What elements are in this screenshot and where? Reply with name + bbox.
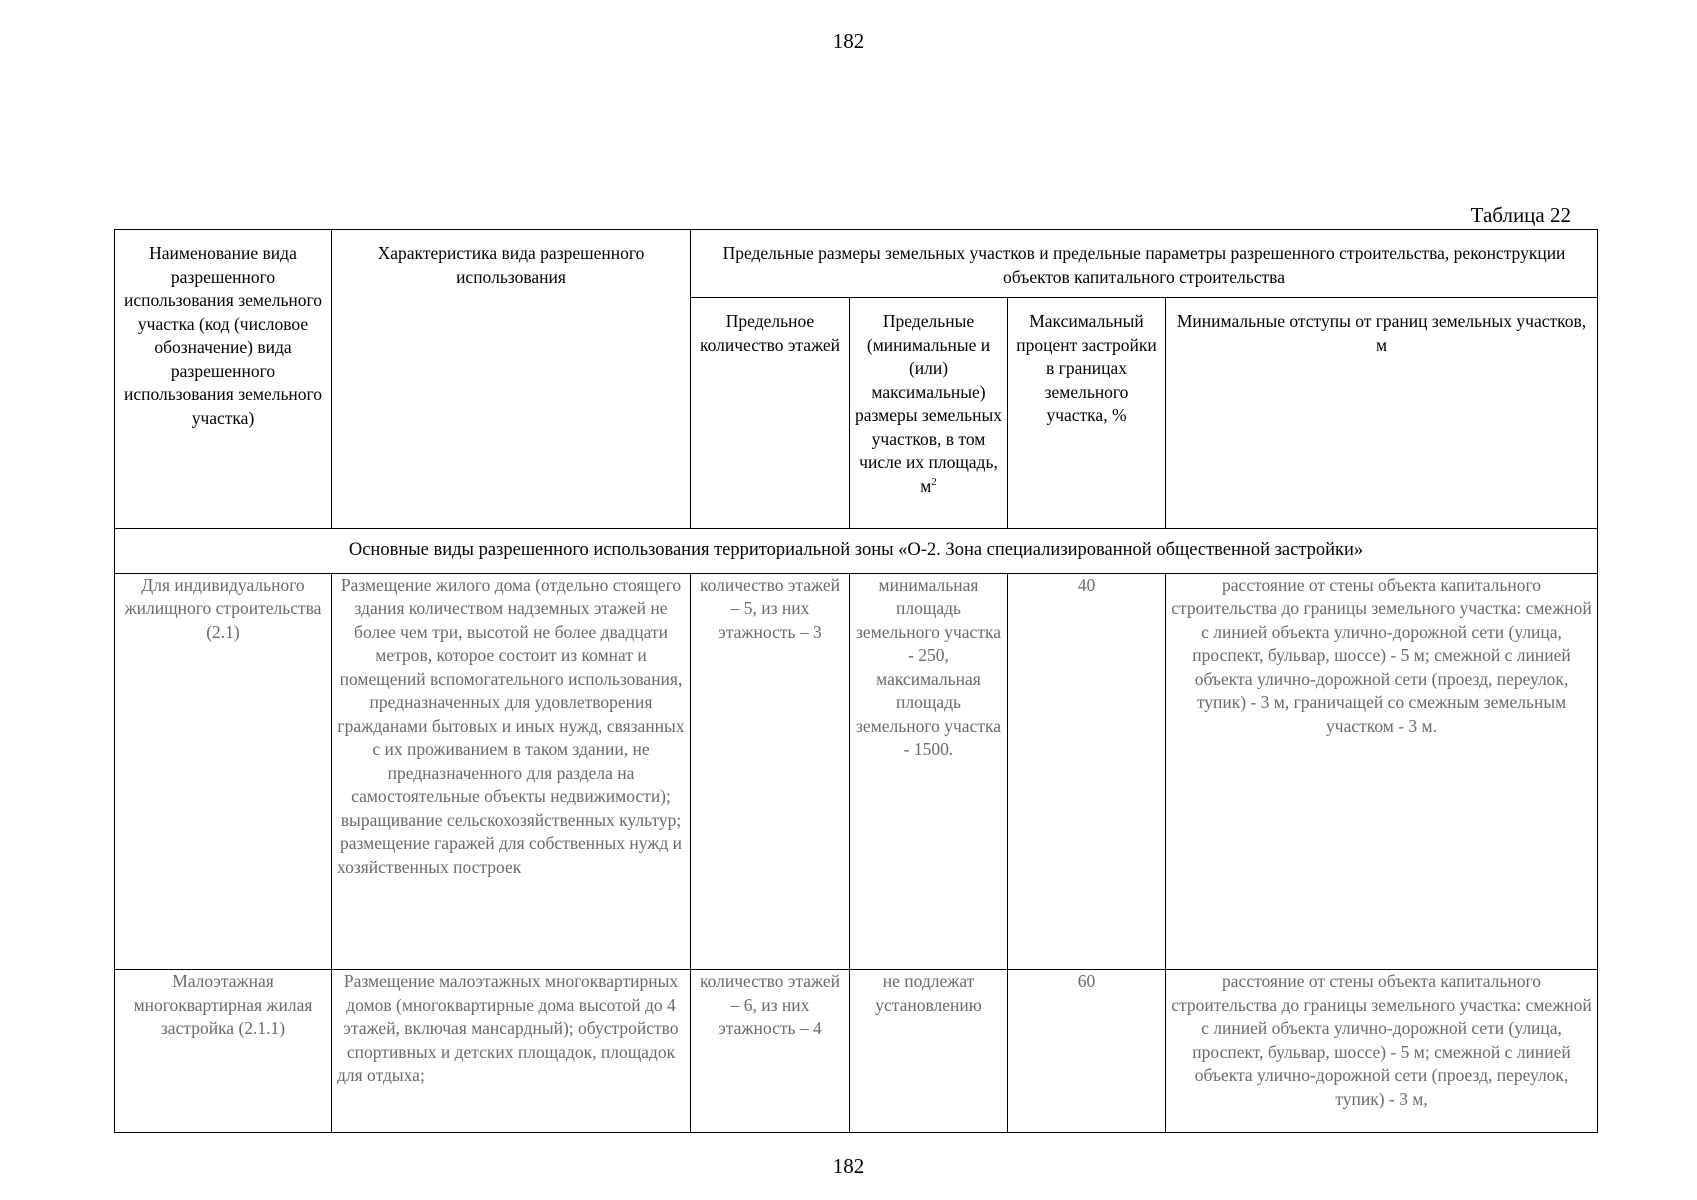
cell-max-floors: количество этажей – 5, из них этажность – 3 [691, 573, 850, 970]
cell-max-coverage: 60 [1008, 970, 1166, 1133]
header-max-floors: Предельное количество этажей [691, 298, 850, 529]
cell-min-setbacks: расстояние от стены объекта капитального строительства до границы земельного участка: смежной с линией объекта улично-дорожной сети (улица, проспект, бульвар, шоссе) - 5 м; смежной с линией объекта улично-дорожной сети (проезд, переулок, тупик) - 3 м, граничащей со смежным земельным участком - 3 м. [1166, 573, 1598, 970]
table-row [115, 573, 1598, 970]
cell-use-name: Малоэтажная многоквартирная жилая застройка (2.1.1) [115, 970, 332, 1133]
cell-use-description: Размещение малоэтажных многоквартирных домов (многоквартирные дома высотой до 4 этажей, включая мансардный); обустройство спортивных и детских площадок, площадок для отдыха; [332, 970, 691, 1133]
cell-plot-size: минимальная площадь земельного участка - 250, максимальная площадь земельного участка - 1500. [850, 573, 1008, 970]
header-max-coverage: Максимальный процент застройки в границах земельного участка, % [1008, 298, 1166, 529]
header-use-name: Наименование вида разрешенного использования земельного участка (код (числовое обозначение) вида разрешенного использования земельного участка) [115, 230, 332, 529]
zoning-table [114, 229, 1598, 1133]
header-min-setbacks: Минимальные отступы от границ земельных участков, м [1166, 298, 1598, 529]
cell-plot-size: не подлежат установлению [850, 970, 1008, 1133]
cell-max-floors: количество этажей – 6, из них этажность – 4 [691, 970, 850, 1133]
section-row [115, 529, 1598, 573]
header-plot-size [850, 298, 1008, 529]
table-row [115, 970, 1598, 1133]
cell-max-coverage: 40 [1008, 573, 1166, 970]
table-caption: Таблица 22 [1470, 203, 1571, 227]
cell-use-name: Для индивидуального жилищного строительства (2.1) [115, 573, 332, 970]
section-title: Основные виды разрешенного использования территориальной зоны «О-2. Зона специализированной общественной застройки» [115, 529, 1598, 573]
cell-use-description: Размещение жилого дома (отдельно стоящего здания количеством надземных этажей не более чем три, высотой не более двадцати метров, которое состоит из комнат и помещений вспомогательного использования, предназначенных для удовлетворения гражданами бытовых и иных нужд, связанных с их проживанием в таком здании, не предназначенного для раздела на самостоятельные объекты недвижимости); выращивание сельскохозяйственных культур; размещение гаражей для собственных нужд и хозяйственных построек [332, 573, 691, 970]
page-number-bottom: 182 [832, 1154, 865, 1178]
header-use-description: Характеристика вида разрешенного использования [332, 230, 691, 529]
header-plot-size-sup: 2 [931, 475, 937, 488]
header-limits-group: Предельные размеры земельных участков и предельные параметры разрешенного строительства, реконструкции объектов капитального строительства [691, 230, 1598, 298]
header-plot-size-text: Предельные (минимальные и (или) максимальные) размеры земельных участков, в том числе их площадь, м [855, 311, 1003, 496]
page-number-top: 182 [832, 29, 865, 53]
header-row-main [115, 230, 1598, 298]
cell-min-setbacks: расстояние от стены объекта капитального строительства до границы земельного участка: смежной с линией объекта улично-дорожной сети (улица, проспект, бульвар, шоссе) - 5 м; смежной с линией объекта улично-дорожной сети (проезд, переулок, тупик) - 3 м, [1166, 970, 1598, 1133]
